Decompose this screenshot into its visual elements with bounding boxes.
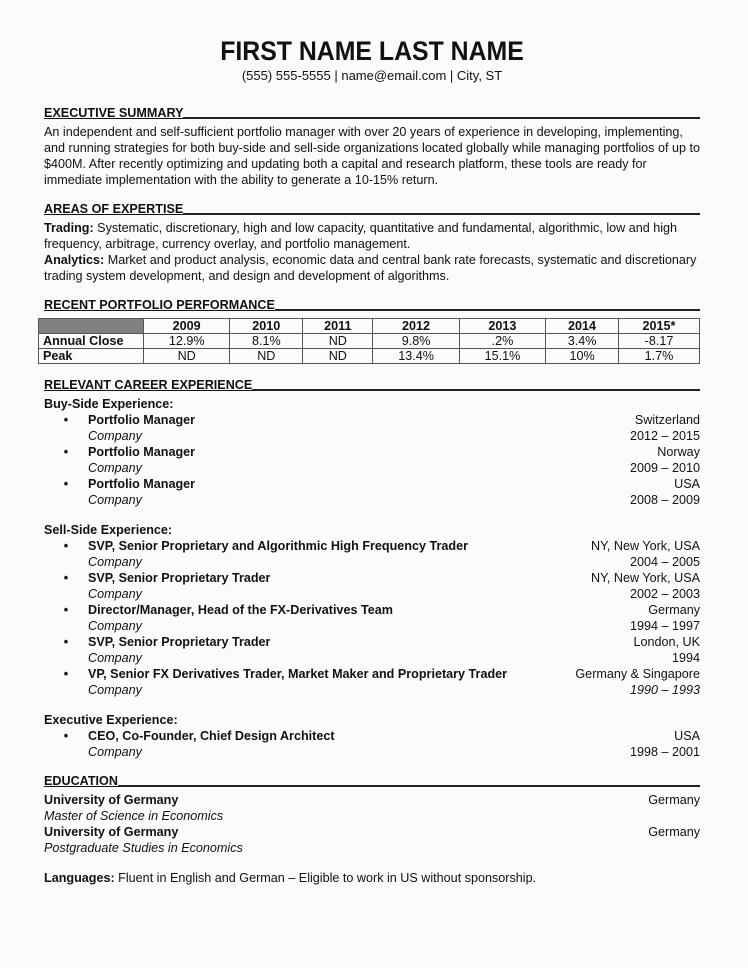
row-label: Peak bbox=[39, 349, 144, 364]
section-heading-performance bbox=[44, 298, 700, 312]
job-dates: 1998 – 2001 bbox=[629, 745, 700, 759]
year-header: 2013 bbox=[459, 319, 545, 334]
table-cell: -8.17 bbox=[618, 334, 699, 349]
heading-rule bbox=[118, 785, 700, 787]
table-cell: ND bbox=[144, 349, 230, 364]
table-cell: 8.1% bbox=[230, 334, 303, 349]
table-row bbox=[39, 334, 700, 349]
job-entry bbox=[44, 602, 700, 634]
table-cell: ND bbox=[230, 349, 303, 364]
year-header: 2015* bbox=[618, 319, 699, 334]
school-location: Germany bbox=[648, 793, 700, 807]
bullet-icon: • bbox=[63, 729, 69, 743]
bullet-icon: • bbox=[63, 413, 69, 427]
table-cell: 3.4% bbox=[546, 334, 619, 349]
bullet-icon: • bbox=[63, 603, 69, 617]
table-cell: ND bbox=[303, 349, 373, 364]
bullet-icon: • bbox=[63, 667, 69, 681]
job-location: London, UK bbox=[633, 635, 700, 649]
table-cell: 13.4% bbox=[373, 349, 459, 364]
job-dates: 2008 – 2009 bbox=[629, 493, 700, 507]
job-entry bbox=[44, 444, 700, 476]
year-header: 2012 bbox=[373, 319, 459, 334]
bullet-icon: • bbox=[63, 635, 69, 649]
table-row bbox=[39, 349, 700, 364]
job-company: Company bbox=[88, 619, 142, 633]
degree: Master of Science in Economics bbox=[44, 809, 224, 823]
bullet-icon: • bbox=[63, 445, 69, 459]
summary-text: An independent and self-sufficient portfolio manager with over 20 years of experience in developing, implementing, and running strategies for both buy-side and sell-side organizations located globally while managing portfolios of up to $400M. After recently optimizing and updating both a capital and research platform, these tools are ready for immediate implementation with the ability to generate a 10-15% return. bbox=[44, 125, 700, 187]
job-location: USA bbox=[674, 477, 700, 491]
heading-text: EDUCATION bbox=[44, 774, 118, 788]
resume-page bbox=[44, 0, 700, 886]
heading-rule bbox=[275, 309, 700, 311]
job-dates: 2012 – 2015 bbox=[629, 429, 700, 443]
table-cell: 10% bbox=[546, 349, 619, 364]
school-name: University of Germany bbox=[44, 825, 179, 839]
year-header: 2014 bbox=[546, 319, 619, 334]
job-dates: 1994 – 1997 bbox=[629, 619, 700, 633]
languages-line bbox=[44, 870, 700, 886]
job-title: VP, Senior FX Derivatives Trader, Market Maker and Proprietary Trader bbox=[88, 667, 508, 681]
job-location: Germany & Singapore bbox=[575, 667, 700, 681]
expertise-label: Trading: bbox=[44, 221, 94, 235]
education-entry bbox=[44, 824, 700, 856]
job-company: Company bbox=[88, 745, 142, 759]
table-cell: 1.7% bbox=[618, 349, 699, 364]
candidate-name: FIRST NAME LAST NAME bbox=[220, 36, 524, 66]
experience-group-title: Buy-Side Experience: bbox=[44, 397, 174, 411]
section-heading-education bbox=[44, 774, 700, 788]
job-title: SVP, Senior Proprietary Trader bbox=[88, 635, 271, 649]
expertise-trading bbox=[44, 220, 700, 252]
job-entry bbox=[44, 666, 700, 698]
experience-group-title: Executive Experience: bbox=[44, 713, 178, 727]
table-cell: 12.9% bbox=[144, 334, 230, 349]
table-cell: 9.8% bbox=[373, 334, 459, 349]
table-corner-cell bbox=[39, 319, 144, 334]
languages-label: Languages: bbox=[44, 871, 115, 885]
row-label: Annual Close bbox=[39, 334, 144, 349]
job-title: SVP, Senior Proprietary and Algorithmic High Frequency Trader bbox=[88, 539, 469, 553]
job-dates: 2009 – 2010 bbox=[629, 461, 700, 475]
job-title: Portfolio Manager bbox=[88, 413, 196, 427]
job-title: SVP, Senior Proprietary Trader bbox=[88, 571, 271, 585]
bullet-icon: • bbox=[63, 477, 69, 491]
job-company: Company bbox=[88, 587, 142, 601]
year-header: 2011 bbox=[303, 319, 373, 334]
job-location: Switzerland bbox=[634, 413, 700, 427]
job-dates: 1990 – 1993 bbox=[629, 683, 700, 697]
degree: Postgraduate Studies in Economics bbox=[44, 841, 243, 855]
job-entry bbox=[44, 476, 700, 508]
job-company: Company bbox=[88, 651, 142, 665]
contact-info: (555) 555-5555 | name@email.com | City, ST bbox=[241, 68, 503, 83]
job-company: Company bbox=[88, 555, 142, 569]
heading-text: AREAS OF EXPERTISE bbox=[44, 202, 184, 216]
education-entry bbox=[44, 792, 700, 824]
expertise-analytics bbox=[44, 252, 700, 284]
performance-table bbox=[38, 318, 700, 364]
job-entry bbox=[44, 634, 700, 666]
school-location: Germany bbox=[648, 825, 700, 839]
section-heading-experience bbox=[44, 378, 700, 392]
bullet-icon: • bbox=[63, 571, 69, 585]
year-header: 2009 bbox=[144, 319, 230, 334]
heading-rule bbox=[183, 213, 700, 215]
job-company: Company bbox=[88, 683, 142, 697]
job-title: Director/Manager, Head of the FX-Derivatives Team bbox=[88, 603, 393, 617]
job-title: Portfolio Manager bbox=[88, 445, 196, 459]
expertise-label: Analytics: bbox=[44, 253, 105, 267]
table-cell: 15.1% bbox=[459, 349, 545, 364]
school-name: University of Germany bbox=[44, 793, 179, 807]
job-entry bbox=[44, 538, 700, 570]
heading-text: RECENT PORTFOLIO PERFORMANCE bbox=[44, 298, 275, 312]
heading-rule bbox=[252, 389, 700, 391]
job-entry bbox=[44, 570, 700, 602]
languages-text: Fluent in English and German – Eligible to work in US without sponsorship. bbox=[114, 871, 537, 885]
heading-rule bbox=[183, 117, 700, 119]
heading-text: EXECUTIVE SUMMARY bbox=[44, 106, 184, 120]
job-location: USA bbox=[674, 729, 700, 743]
table-cell: .2% bbox=[459, 334, 545, 349]
table-header-row bbox=[39, 319, 700, 334]
job-location: NY, New York, USA bbox=[591, 571, 700, 585]
job-company: Company bbox=[88, 493, 142, 507]
job-entry bbox=[44, 412, 700, 444]
heading-text: RELEVANT CAREER EXPERIENCE bbox=[44, 378, 253, 392]
experience-group-title: Sell-Side Experience: bbox=[44, 523, 173, 537]
job-dates: 2002 – 2003 bbox=[629, 587, 700, 601]
job-company: Company bbox=[88, 429, 142, 443]
expertise-text: Market and product analysis, economic data and central bank rate forecasts, systematic and discretionary trading system development, and design and development of algorithms. bbox=[44, 253, 697, 283]
year-header: 2010 bbox=[230, 319, 303, 334]
job-location: Norway bbox=[657, 445, 700, 459]
job-dates: 1994 bbox=[671, 651, 700, 665]
job-entry bbox=[44, 728, 700, 760]
table-cell: ND bbox=[303, 334, 373, 349]
job-location: NY, New York, USA bbox=[591, 539, 700, 553]
job-title: Portfolio Manager bbox=[88, 477, 196, 491]
job-dates: 2004 – 2005 bbox=[629, 555, 700, 569]
section-heading-summary bbox=[44, 106, 700, 120]
expertise-text: Systematic, discretionary, high and low capacity, quantitative and fundamental, algorithmic, low and high frequency, arbitrage, currency overlay, and portfolio management. bbox=[44, 221, 678, 251]
job-title: CEO, Co-Founder, Chief Design Architect bbox=[88, 729, 335, 743]
job-location: Germany bbox=[648, 603, 700, 617]
bullet-icon: • bbox=[63, 539, 69, 553]
section-heading-expertise bbox=[44, 202, 700, 216]
job-company: Company bbox=[88, 461, 142, 475]
